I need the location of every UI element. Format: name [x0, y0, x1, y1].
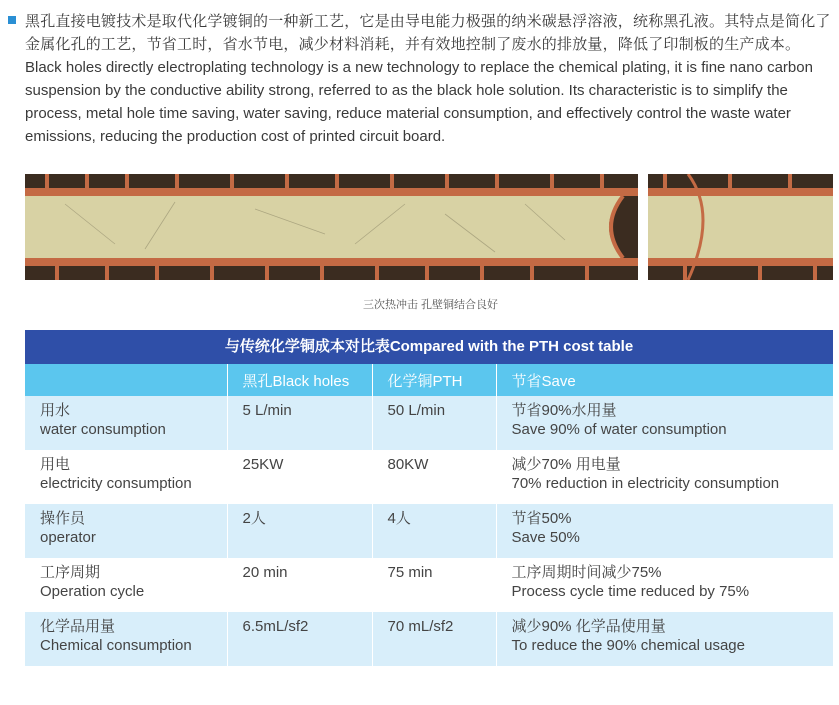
cell-black: 20 min — [227, 558, 372, 612]
cell-save: 减少90% 化学品使用量 To reduce the 90% chemical usage — [496, 612, 833, 666]
cell-save: 减少70% 用电量 70% reduction in electricity consumption — [496, 450, 833, 504]
cell-save: 节省50% Save 50% — [496, 504, 833, 558]
cell-item: 用电 electricity consumption — [25, 450, 227, 504]
cell-black: 2人 — [227, 504, 372, 558]
cell-pth: 80KW — [372, 450, 496, 504]
cost-comparison-table — [25, 330, 833, 666]
table-row — [25, 612, 833, 666]
header-pth: 化学铜PTH — [372, 364, 496, 396]
table-row — [25, 504, 833, 558]
cell-item: 化学品用量 Chemical consumption — [25, 612, 227, 666]
cell-black: 25KW — [227, 450, 372, 504]
table-row — [25, 558, 833, 612]
table-row — [25, 450, 833, 504]
intro-text-cn: 黑孔直接电镀技术是取代化学镀铜的一种新工艺，它是由导电能力极强的纳米碳悬浮溶液，统称黑孔液。其特点是简化了金属化孔的工艺，节省工时，省水节电，减少材料消耗，并有效地控制了废水的排放量，降低了印制板的生产成本。 — [25, 13, 831, 53]
cross-section-photo-detail — [648, 174, 833, 280]
cell-save: 节省90%水用量 Save 90% of water consumption — [496, 396, 833, 450]
cross-section-photo-main — [25, 174, 638, 280]
header-item — [25, 364, 227, 396]
cell-pth: 70 mL/sf2 — [372, 612, 496, 666]
cell-item: 用水 water consumption — [25, 396, 227, 450]
cell-item: 操作员 operator — [25, 504, 227, 558]
table-title: 与传统化学铜成本对比表Compared with the PTH cost table — [25, 330, 833, 364]
cell-pth: 50 L/min — [372, 396, 496, 450]
cell-pth: 4人 — [372, 504, 496, 558]
cell-black: 6.5mL/sf2 — [227, 612, 372, 666]
table-header-row — [25, 364, 833, 396]
header-save: 节省Save — [496, 364, 833, 396]
square-bullet-icon — [8, 16, 16, 24]
photo-caption: 三次热冲击 孔壁铜结合良好 — [362, 299, 499, 311]
cell-item: 工序周期 Operation cycle — [25, 558, 227, 612]
cell-save: 工序周期时间减少75% Process cycle time reduced by 75% — [496, 558, 833, 612]
intro-text-en: Black holes directly electroplating technology is a new technology to replace the chemical plating, it is fine nano carbon suspension by the conductive ability strong, referred to as the black hole solution. Its characteristic is to simplify the process, metal hole time saving, water saving, reduce material consumption, and effectively control the waste water emissions, reducing the production cost of printed circuit board. — [25, 59, 813, 145]
cell-pth: 75 min — [372, 558, 496, 612]
intro-section — [8, 10, 836, 148]
header-black-holes: 黑孔Black holes — [227, 364, 372, 396]
table-row — [25, 396, 833, 450]
cell-black: 5 L/min — [227, 396, 372, 450]
